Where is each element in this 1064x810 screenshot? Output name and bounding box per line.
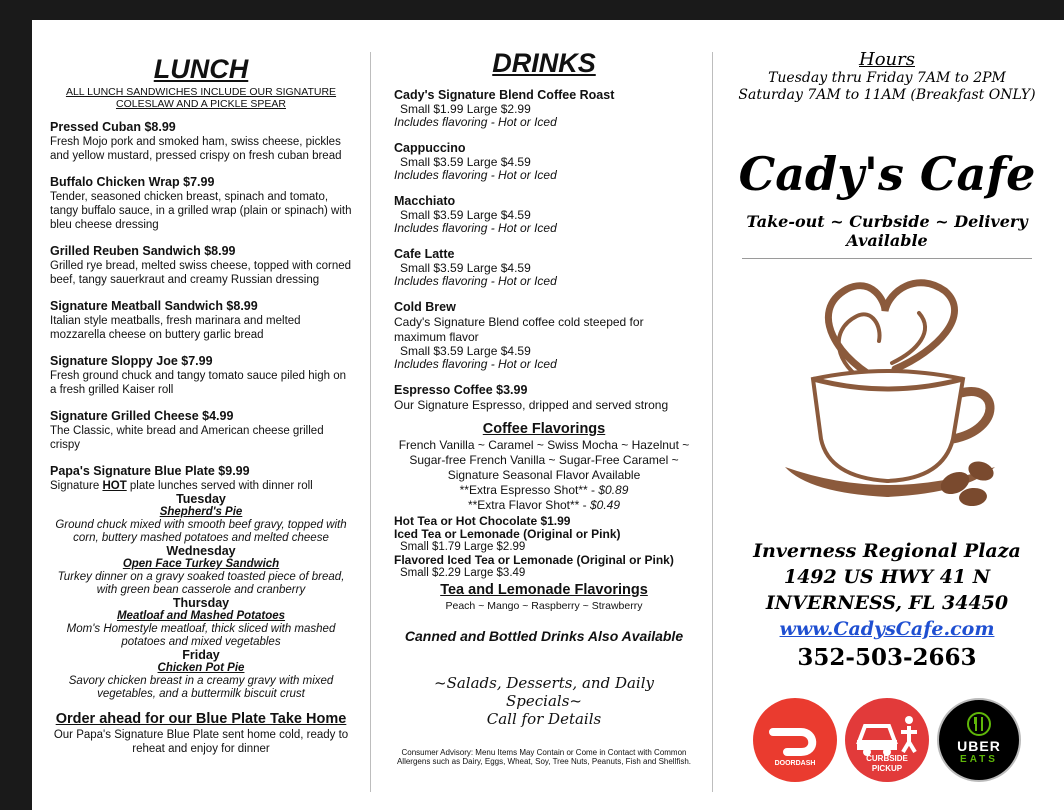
- extra-flavor-label: **Extra Flavor Shot** -: [467, 498, 590, 512]
- item-name: Signature Sloppy Joe $7.99: [50, 354, 213, 368]
- order-ahead-desc: Our Papa's Signature Blue Plate sent home cold, ready to reheat and enjoy for dinner: [53, 729, 349, 755]
- lunch-item: [50, 409, 352, 452]
- lunch-item: [50, 299, 352, 342]
- item-name: Pressed Cuban $8.99: [50, 120, 176, 134]
- specials-line: ~Salads, Desserts, and Daily Specials~: [434, 674, 654, 710]
- tea-name: Flavored Iced Tea or Lemonade (Original or Pink): [394, 553, 674, 567]
- column-divider: [370, 52, 371, 792]
- item-desc: Grilled rye bread, melted swiss cheese, topped with corned beef, tangy sauerkraut and creamy Russian dressing: [50, 260, 352, 286]
- drink-name: Cappuccino: [394, 141, 466, 155]
- drink-name: Cafe Latte: [394, 247, 455, 261]
- curbside-text: CURBSIDE: [866, 754, 908, 763]
- address-plaza: Inverness Regional Plaza: [753, 540, 1021, 562]
- drink-item: [394, 383, 694, 413]
- specials-line: Call for Details: [486, 710, 602, 728]
- order-ahead-title: Order ahead for our Blue Plate Take Home: [55, 711, 347, 727]
- drink-item: [394, 300, 694, 371]
- specials-note: [394, 674, 694, 728]
- drink-name: Cold Brew: [394, 300, 456, 314]
- day-label: Friday: [182, 648, 220, 662]
- drink-price: Small $3.59 Large $4.59: [400, 344, 531, 358]
- day-label: Thursday: [172, 596, 230, 610]
- drink-note: Includes flavoring - Hot or Iced: [394, 357, 557, 371]
- canned-drinks-note: Canned and Bottled Drinks Also Available: [404, 628, 684, 644]
- lunch-column: [50, 20, 352, 810]
- drink-desc: Cady's Signature Blend coffee cold steeped for maximum flavor: [394, 315, 644, 344]
- tea-flavorings-title: Tea and Lemonade Flavorings: [440, 582, 648, 598]
- blue-plate-desc-pre: Signature: [50, 480, 103, 492]
- blue-plate-name: Papa's Signature Blue Plate $9.99: [50, 464, 250, 478]
- hours-title: Hours: [859, 49, 915, 70]
- curbside-label: [845, 754, 929, 774]
- drink-name: Cady's Signature Blend Coffee Roast: [394, 88, 615, 102]
- tea-price: Small $2.29 Large $3.49: [400, 567, 526, 579]
- curbside-pickup-logo[interactable]: [845, 698, 929, 782]
- coffee-cup-icon: [767, 271, 1007, 526]
- coffee-flavorings-title: Coffee Flavorings: [482, 421, 606, 437]
- drink-note: Includes flavoring - Hot or Iced: [394, 115, 557, 129]
- hours-line: Saturday 7AM to 11AM (Breakfast ONLY): [738, 87, 1036, 103]
- item-desc: The Classic, white bread and American cheese grilled crispy: [50, 425, 324, 451]
- tea-name: Iced Tea or Lemonade (Original or Pink): [394, 527, 621, 541]
- cafe-name: Cady's Cafe: [738, 147, 1036, 201]
- drink-name: Macchiato: [394, 194, 456, 208]
- pickup-text: PICKUP: [871, 764, 903, 773]
- tea-list: [394, 515, 694, 580]
- drink-price: Small $1.99 Large $2.99: [400, 102, 531, 116]
- day-desc: Savory chicken breast in a creamy gravy with mixed vegetables, and a buttermilk biscuit crust: [68, 675, 334, 700]
- flavorings-line: French Vanilla ~ Caramel ~ Swiss Mocha ~ Hazelnut ~: [398, 438, 690, 452]
- hours-line: Tuesday thru Friday 7AM to 2PM: [768, 70, 1006, 86]
- uber-label: UBER: [957, 738, 1001, 754]
- day-dish: Open Face Turkey Sandwich: [122, 558, 280, 570]
- day-dish: Chicken Pot Pie: [157, 662, 245, 674]
- drink-item: [394, 141, 694, 182]
- item-desc: Italian style meatballs, fresh marinara and melted mozzarella cheese on buttery garlic bread: [50, 315, 301, 341]
- lunch-item: [50, 244, 352, 287]
- drinks-title: DRINKS: [492, 48, 596, 78]
- day-dish: Shepherd's Pie: [159, 506, 243, 518]
- lunch-item: [50, 120, 352, 163]
- extra-espresso-line: [394, 483, 694, 498]
- day-dish: Meatloaf and Mashed Potatoes: [116, 610, 286, 622]
- lunch-note: ALL LUNCH SANDWICHES INCLUDE OUR SIGNATURE COLESLAW AND A PICKLE SPEAR: [65, 86, 337, 110]
- extra-flavor-line: [394, 498, 694, 513]
- delivery-logos: [753, 698, 1033, 790]
- uber-eats-logo[interactable]: [937, 698, 1021, 782]
- drink-price: Small $3.59 Large $4.59: [400, 155, 531, 169]
- eats-label: EATS: [960, 754, 998, 765]
- address-street: 1492 US HWY 41 N: [783, 566, 991, 588]
- extra-espresso-label: **Extra Espresso Shot** -: [459, 483, 599, 497]
- day-desc: Mom's Homestyle meatloaf, thick sliced with mashed potatoes and mixed vegetables: [66, 623, 336, 648]
- day-desc: Ground chuck mixed with smooth beef gravy, topped with corn, buttery mashed potatoes and melted cheese: [55, 519, 347, 544]
- lunch-title: LUNCH: [153, 54, 249, 84]
- flavorings-line: Sugar-free French Vanilla ~ Sugar-Free Caramel ~: [409, 453, 679, 467]
- column-divider: [712, 52, 713, 792]
- drink-name: Espresso Coffee $3.99: [394, 383, 528, 397]
- daily-special: [50, 493, 352, 545]
- flavorings-line: Signature Seasonal Flavor Available: [447, 468, 641, 482]
- daily-special: [50, 649, 352, 701]
- doordash-logo[interactable]: [753, 698, 837, 782]
- blue-plate-hot: HOT: [102, 480, 127, 492]
- website-link[interactable]: www.CadysCafe.com: [779, 618, 995, 640]
- drink-note: Includes flavoring - Hot or Iced: [394, 221, 557, 235]
- separator-line: [742, 258, 1032, 259]
- item-name: Grilled Reuben Sandwich $8.99: [50, 244, 236, 258]
- item-desc: Fresh ground chuck and tangy tomato sauce piled high on a fresh grilled Kaiser roll: [50, 370, 346, 396]
- tea-price: Small $1.79 Large $2.99: [400, 541, 526, 553]
- extra-espresso-price: $0.89: [598, 483, 629, 497]
- daily-special: [50, 545, 352, 597]
- drink-price: Small $3.59 Large $4.59: [400, 261, 531, 275]
- drink-note: Includes flavoring - Hot or Iced: [394, 168, 557, 182]
- tea-name: Hot Tea or Hot Chocolate $1.99: [394, 514, 571, 528]
- item-name: Signature Grilled Cheese $4.99: [50, 409, 234, 423]
- phone-number[interactable]: 352-503-2663: [797, 644, 977, 671]
- lunch-item: [50, 354, 352, 397]
- doordash-icon: [753, 698, 837, 782]
- item-name: Buffalo Chicken Wrap $7.99: [50, 175, 215, 189]
- drinks-column: [394, 20, 694, 810]
- item-desc: Fresh Mojo pork and smoked ham, swiss cheese, pickles and yellow mustard, pressed crispy on fresh cuban bread: [50, 136, 342, 162]
- item-name: Signature Meatball Sandwich $8.99: [50, 299, 258, 313]
- lunch-item: [50, 175, 352, 232]
- drink-desc: Our Signature Espresso, dripped and served strong: [394, 398, 669, 412]
- consumer-advisory: Consumer Advisory: Menu Items May Contain or Come in Contact with Common Allergens such as Dairy, Eggs, Wheat, Soy, Tree Nuts, Peanuts, Fish and Shellfish.: [396, 748, 692, 766]
- drink-item: [394, 88, 694, 129]
- day-label: Tuesday: [176, 492, 226, 506]
- doordash-label: DOORDASH: [774, 760, 816, 767]
- service-options: Take-out ~ Curbside ~ Delivery Available: [746, 212, 1028, 250]
- day-label: Wednesday: [166, 544, 236, 558]
- extra-flavor-price: $0.49: [590, 498, 621, 512]
- blue-plate-desc-post: plate lunches served with dinner roll: [126, 480, 313, 492]
- tea-flavorings: Peach ~ Mango ~ Raspberry ~ Strawberry: [445, 600, 643, 612]
- day-desc: Turkey dinner on a gravy soaked toasted piece of bread, with green bean casserole and cranberry: [57, 571, 345, 596]
- drink-note: Includes flavoring - Hot or Iced: [394, 274, 557, 288]
- item-desc: Tender, seasoned chicken breast, spinach and tomato, tangy buffalo sauce, in a grilled wrap (plain or spinach) with bleu cheese dressing: [50, 191, 352, 231]
- info-column: [737, 20, 1037, 810]
- blue-plate-desc: [50, 479, 352, 493]
- blue-plate: [50, 464, 352, 493]
- daily-special: [50, 597, 352, 649]
- drink-price: Small $3.59 Large $4.59: [400, 208, 531, 222]
- drink-item: [394, 247, 694, 288]
- address-city: INVERNESS, FL 34450: [765, 592, 1009, 614]
- menu-page: [32, 20, 1064, 810]
- drink-item: [394, 194, 694, 235]
